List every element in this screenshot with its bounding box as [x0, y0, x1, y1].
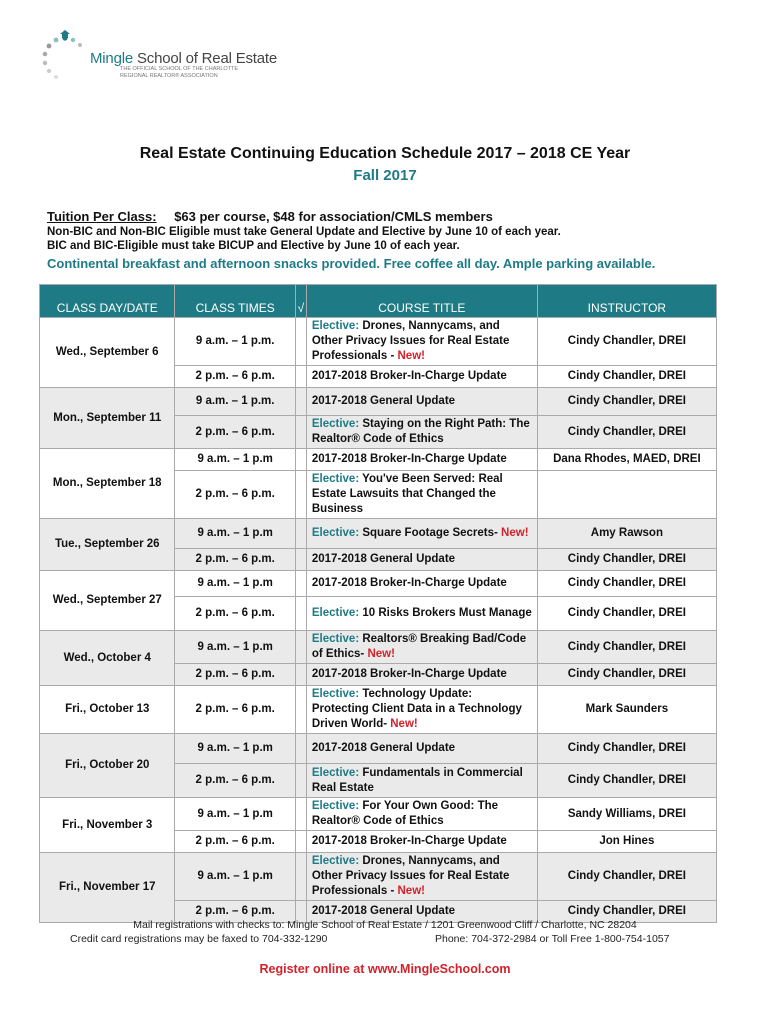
course-name: 2017-2018 Broker-In-Charge Update — [311, 668, 507, 680]
checkbox-cell[interactable] — [295, 471, 306, 519]
perks-note: Continental breakfast and afternoon snacks provided. Free coffee all day. Ample parking available. — [47, 256, 656, 271]
new-badge: New! — [397, 350, 425, 362]
course-title — [306, 519, 537, 549]
checkbox-cell[interactable] — [295, 449, 306, 471]
elective-label: Elective: — [311, 800, 360, 812]
instructor-name: Cindy Chandler, DREI — [537, 366, 716, 388]
instructor-name: Cindy Chandler, DREI — [537, 764, 716, 798]
instructor-name: Mark Saunders — [537, 686, 716, 734]
course-title — [306, 764, 537, 798]
course-name: Technology Update: Protecting Client Data in a Technology Driven World- — [311, 688, 522, 730]
logo-tagline: THE OFFICIAL SCHOOL OF THE CHARLOTTE REGIONAL REALTOR® ASSOCIATION — [120, 66, 239, 79]
checkbox-cell[interactable] — [295, 631, 306, 664]
class-time: 2 p.m. – 6 p.m. — [175, 471, 295, 519]
table-row — [40, 449, 717, 471]
table-row — [40, 853, 717, 901]
elective-label: Elective: — [311, 633, 360, 645]
requirement-non-bic: Non-BIC and Non-BIC Eligible must take General Update and Elective by June 10 of each year. — [47, 226, 561, 238]
instructor-name: Cindy Chandler, DREI — [537, 597, 716, 631]
class-date: Tue., September 26 — [40, 519, 175, 571]
course-name: 2017-2018 Broker-In-Charge Update — [311, 370, 507, 382]
checkbox-cell[interactable] — [295, 831, 306, 853]
class-time: 2 p.m. – 6 p.m. — [175, 664, 295, 686]
header-check: √ — [295, 285, 306, 318]
class-date: Fri., November 17 — [40, 853, 175, 923]
tuition-line — [47, 209, 493, 224]
header-day: CLASS DAY/DATE — [40, 285, 175, 318]
header-times: CLASS TIMES — [175, 285, 295, 318]
instructor-name: Cindy Chandler, DREI — [537, 318, 716, 366]
class-date: Fri., November 3 — [40, 798, 175, 853]
instructor-name: Cindy Chandler, DREI — [537, 853, 716, 901]
checkbox-cell[interactable] — [295, 597, 306, 631]
mail-info: Mail registrations with checks to: Mingle School of Real Estate / 1201 Greenwood Cliff / Charlotte, NC 28204 — [133, 919, 637, 931]
checkbox-cell[interactable] — [295, 734, 306, 764]
schedule-table — [39, 284, 717, 923]
elective-label: Elective: — [311, 473, 360, 485]
instructor-name: Sandy Williams, DREI — [537, 798, 716, 831]
class-date: Fri., October 20 — [40, 734, 175, 798]
checkbox-cell[interactable] — [295, 571, 306, 597]
checkbox-cell[interactable] — [295, 686, 306, 734]
checkbox-cell[interactable] — [295, 853, 306, 901]
class-time: 2 p.m. – 6 p.m. — [175, 416, 295, 449]
class-time: 9 a.m. – 1 p.m — [175, 571, 295, 597]
course-name: 2017-2018 Broker-In-Charge Update — [311, 835, 507, 847]
class-time: 2 p.m. – 6 p.m. — [175, 366, 295, 388]
header-instructor: INSTRUCTOR — [537, 285, 716, 318]
course-title — [306, 734, 537, 764]
checkbox-cell[interactable] — [295, 388, 306, 416]
new-badge: New! — [390, 718, 418, 730]
elective-label: Elective: — [311, 766, 360, 779]
table-row — [40, 388, 717, 416]
instructor-name: Jon Hines — [537, 831, 716, 853]
elective-label: Elective: — [311, 607, 360, 619]
class-time: 9 a.m. – 1 p.m. — [175, 318, 295, 366]
course-name: 2017-2018 General Update — [311, 395, 456, 407]
class-time: 2 p.m. – 6 p.m. — [175, 686, 295, 734]
class-date: Wed., September 6 — [40, 318, 175, 388]
instructor-name: Cindy Chandler, DREI — [537, 734, 716, 764]
class-date: Mon., September 18 — [40, 449, 175, 519]
class-time: 2 p.m. – 6 p.m. — [175, 597, 295, 631]
instructor-name: Dana Rhodes, MAED, DREI — [537, 449, 716, 471]
instructor-name: Cindy Chandler, DREI — [537, 664, 716, 686]
table-row — [40, 571, 717, 597]
class-date: Wed., October 4 — [40, 631, 175, 686]
instructor-name: Amy Rawson — [537, 519, 716, 549]
course-title — [306, 664, 537, 686]
logo-name: Mingle School of Real Estate — [90, 50, 278, 67]
course-name: Fundamentals in Commercial Real Estate — [311, 766, 523, 794]
course-name: 2017-2018 General Update — [311, 905, 456, 917]
class-time: 2 p.m. – 6 p.m. — [175, 764, 295, 798]
course-title — [306, 831, 537, 853]
course-name: Drones, Nannycams, and Other Privacy Issues for Real Estate Professionals - — [311, 855, 510, 897]
course-name: Square Footage Secrets- — [359, 527, 502, 539]
instructor-name — [537, 471, 716, 519]
course-title — [306, 549, 537, 571]
elective-label: Elective: — [311, 855, 360, 867]
course-title — [306, 388, 537, 416]
course-title — [306, 416, 537, 449]
class-time: 9 a.m. – 1 p.m — [175, 853, 295, 901]
school-logo — [36, 28, 278, 88]
class-date: Wed., September 27 — [40, 571, 175, 631]
course-name: Realtors® Breaking Bad/Code of Ethics- — [311, 633, 527, 660]
class-time: 9 a.m. – 1 p.m — [175, 449, 295, 471]
checkbox-cell[interactable] — [295, 416, 306, 449]
course-name: 2017-2018 General Update — [311, 553, 456, 565]
class-time: 9 a.m. – 1 p.m — [175, 798, 295, 831]
course-title — [306, 318, 537, 366]
class-time: 2 p.m. – 6 p.m. — [175, 549, 295, 571]
checkbox-cell[interactable] — [295, 798, 306, 831]
tuition-text: $63 per course, $48 for association/CMLS members — [174, 209, 493, 224]
register-online-link[interactable]: Register online at www.MingleSchool.com — [259, 962, 511, 976]
course-name: Drones, Nannycams, and Other Privacy Issues for Real Estate Professionals - — [311, 320, 510, 362]
document-subtitle: Fall 2017 — [353, 167, 417, 184]
new-badge: New! — [501, 527, 529, 539]
elective-label: Elective: — [311, 527, 360, 539]
instructor-name: Cindy Chandler, DREI — [537, 631, 716, 664]
logo-dots-icon — [36, 28, 94, 86]
course-title — [306, 597, 537, 631]
elective-label: Elective: — [311, 320, 360, 332]
checkbox-cell[interactable] — [295, 764, 306, 798]
course-title — [306, 853, 537, 901]
course-name: 10 Risks Brokers Must Manage — [359, 607, 532, 619]
course-name: Staying on the Right Path: The Realtor® Code of Ethics — [311, 418, 530, 445]
new-badge: New! — [367, 648, 395, 660]
class-time: 9 a.m. – 1 p.m — [175, 519, 295, 549]
course-title — [306, 471, 537, 519]
course-title — [306, 686, 537, 734]
checkbox-cell[interactable] — [295, 549, 306, 571]
class-date: Mon., September 11 — [40, 388, 175, 449]
course-title — [306, 571, 537, 597]
document-title: Real Estate Continuing Education Schedule 2017 – 2018 CE Year — [139, 145, 631, 162]
class-time: 2 p.m. – 6 p.m. — [175, 831, 295, 853]
checkbox-cell[interactable] — [295, 664, 306, 686]
checkbox-cell[interactable] — [295, 519, 306, 549]
course-title — [306, 449, 537, 471]
class-date: Fri., October 13 — [40, 686, 175, 734]
instructor-name: Cindy Chandler, DREI — [537, 416, 716, 449]
fax-info: Credit card registrations may be faxed to 704-332-1290 — [70, 933, 328, 945]
course-name: For Your Own Good: The Realtor® Code of Ethics — [311, 800, 499, 827]
course-name: 2017-2018 Broker-In-Charge Update — [311, 577, 507, 589]
class-time: 9 a.m. – 1 p.m. — [175, 388, 295, 416]
course-title — [306, 798, 537, 831]
checkbox-cell[interactable] — [295, 318, 306, 366]
table-row — [40, 631, 717, 664]
instructor-name: Cindy Chandler, DREI — [537, 571, 716, 597]
table-row — [40, 318, 717, 366]
course-name: 2017-2018 Broker-In-Charge Update — [311, 453, 507, 465]
course-title — [306, 366, 537, 388]
elective-label: Elective: — [311, 418, 360, 430]
checkbox-cell[interactable] — [295, 366, 306, 388]
table-row — [40, 798, 717, 831]
tuition-label: Tuition Per Class: — [47, 209, 157, 224]
table-header-row — [40, 285, 717, 318]
table-row — [40, 519, 717, 549]
table-row — [40, 734, 717, 764]
table-row — [40, 686, 717, 734]
phone-info: Phone: 704-372-2984 or Toll Free 1-800-754-1057 — [435, 933, 670, 945]
class-time: 2 p.m. – 6 p.m. — [175, 901, 295, 923]
header-title: COURSE TITLE — [306, 285, 537, 318]
requirement-bic: BIC and BIC-Eligible must take BICUP and Elective by June 10 of each year. — [47, 240, 460, 252]
schedule-body — [40, 318, 717, 923]
new-badge: New! — [397, 885, 425, 897]
course-name: You've Been Served: Real Estate Lawsuits that Changed the Business — [311, 473, 503, 515]
course-name: 2017-2018 General Update — [311, 742, 456, 754]
instructor-name: Cindy Chandler, DREI — [537, 901, 716, 923]
class-time: 9 a.m. – 1 p.m — [175, 734, 295, 764]
instructor-name: Cindy Chandler, DREI — [537, 549, 716, 571]
class-time: 9 a.m. – 1 p.m — [175, 631, 295, 664]
course-title — [306, 631, 537, 664]
instructor-name: Cindy Chandler, DREI — [537, 388, 716, 416]
elective-label: Elective: — [311, 688, 360, 700]
